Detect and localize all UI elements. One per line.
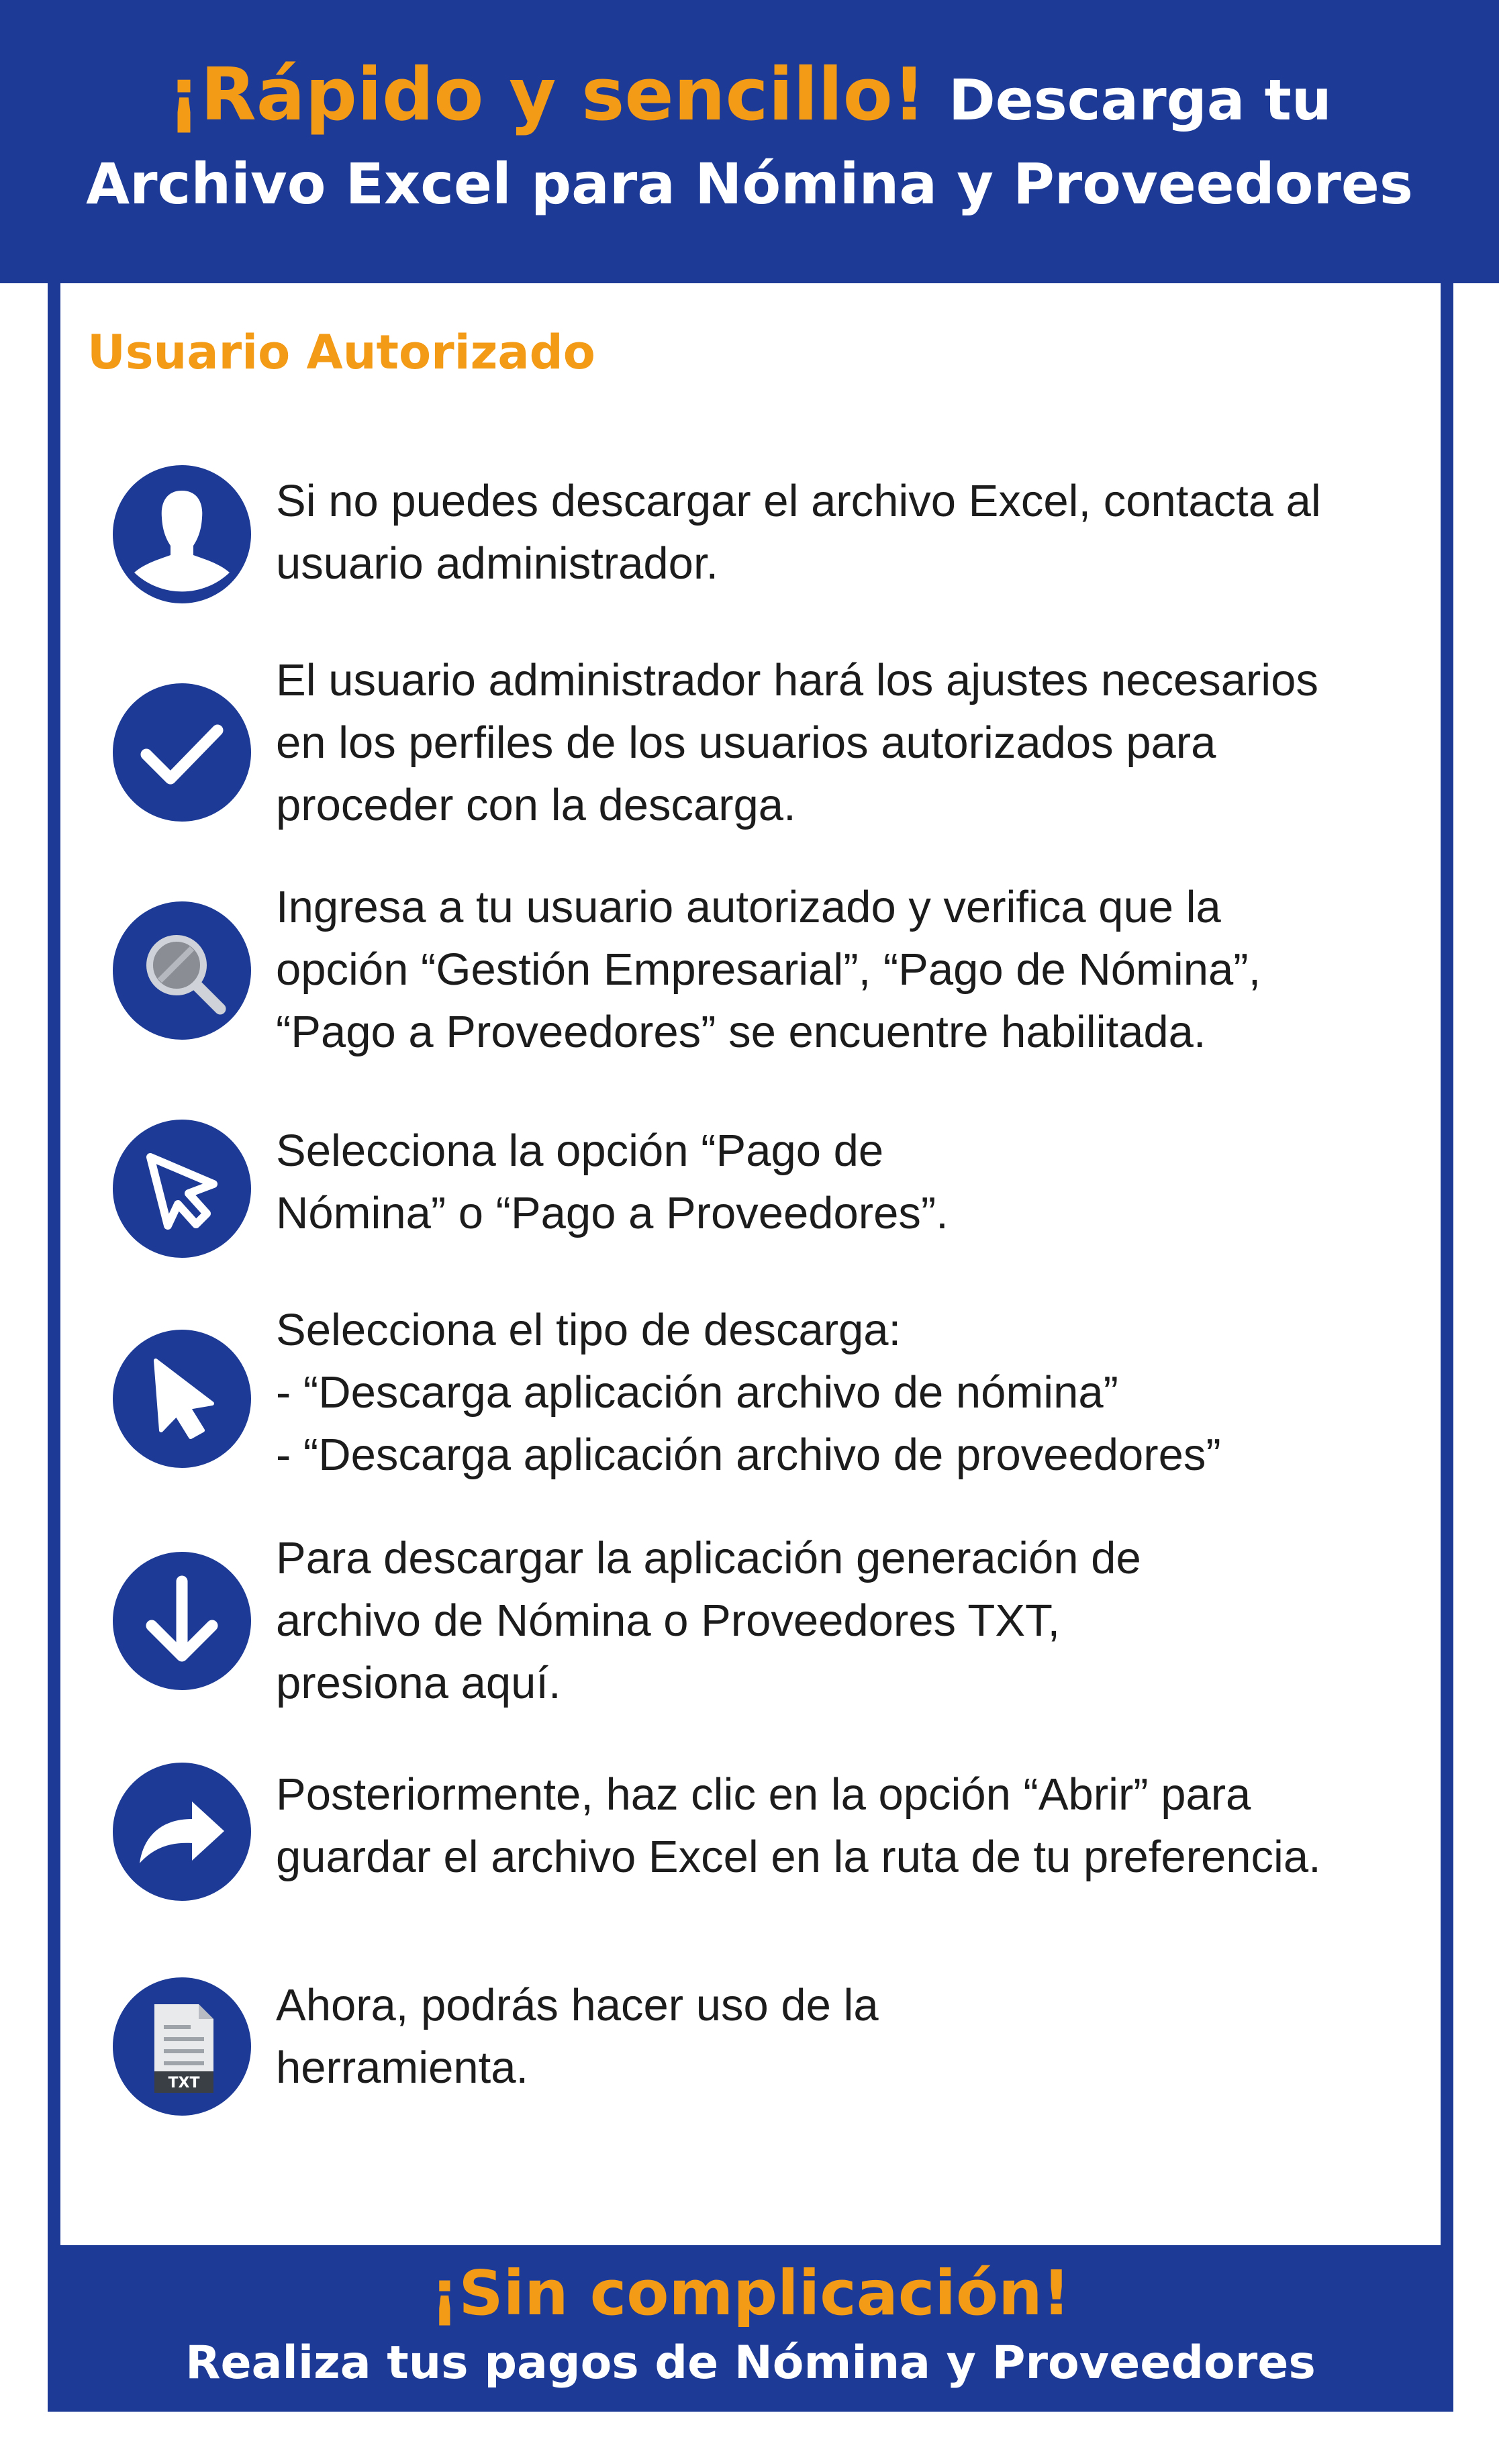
checkmark-icon <box>113 683 251 822</box>
step-1-text <box>276 470 1444 595</box>
header-title-text: Descarga tu <box>949 67 1332 133</box>
step-3-text <box>276 876 1444 1063</box>
step-2-line-3: proceder con la descarga. <box>276 780 796 830</box>
footer-subtitle: Realiza tus pagos de Nómina y Proveedores <box>185 2336 1316 2389</box>
cursor-filled-icon <box>113 1330 251 1468</box>
step-6-line-1: Para descargar la aplicación generación de <box>276 1533 1141 1583</box>
step-5-line-1: Selecciona el tipo de descarga: <box>276 1305 902 1355</box>
footer-banner <box>48 2245 1453 2412</box>
header-title-line-2: Archivo Excel para Nómina y Proveedores <box>86 151 1413 217</box>
step-8-line-2: herramienta. <box>276 2042 529 2093</box>
step-4-line-1: Selecciona la opción “Pago de <box>276 1126 884 1176</box>
user-silhouette-icon <box>113 465 251 603</box>
step-6-text <box>276 1527 1444 1714</box>
step-6-line-2: archivo de Nómina o Proveedores TXT, <box>276 1595 1061 1646</box>
step-4-text <box>276 1120 1444 1244</box>
step-5-line-3: - “Descarga aplicación archivo de proveedores” <box>276 1430 1221 1480</box>
step-7-text <box>276 1763 1444 1888</box>
cursor-outline-icon <box>113 1120 251 1258</box>
step-8-line-1: Ahora, podrás hacer uso de la <box>276 1980 879 2030</box>
step-8-text <box>276 1974 1444 2099</box>
header-accent-text: ¡Rápido y sencillo! <box>167 53 926 137</box>
txt-file-icon <box>113 1977 251 2116</box>
step-3-line-3: “Pago a Proveedores” se encuentre habilitada. <box>276 1007 1206 1057</box>
share-arrow-icon <box>113 1763 251 1901</box>
download-arrow-icon <box>113 1552 251 1690</box>
step-5-line-2: - “Descarga aplicación archivo de nómina” <box>276 1367 1118 1418</box>
header-banner <box>0 0 1499 283</box>
step-7-line-1: Posteriormente, haz clic en la opción “Abrir” para <box>276 1769 1251 1820</box>
step-3-line-1: Ingresa a tu usuario autorizado y verifica que la <box>276 882 1221 932</box>
header-title-line-1 <box>0 53 1499 137</box>
step-2-text <box>276 649 1444 836</box>
step-2-line-2: en los perfiles de los usuarios autorizados para <box>276 718 1216 768</box>
step-1-line-2: usuario administrador. <box>276 538 719 589</box>
step-6-line-3: presiona aquí. <box>276 1658 561 1708</box>
step-7-line-2: guardar el archivo Excel en la ruta de tu preferencia. <box>276 1832 1321 1882</box>
section-title: Usuario Autorizado <box>87 325 595 380</box>
footer-title: ¡Sin complicación! <box>430 2257 1071 2329</box>
step-1-line-1: Si no puedes descargar el archivo Excel, contacta al <box>276 476 1321 526</box>
magnifier-icon <box>113 901 251 1040</box>
step-5-text <box>276 1299 1444 1486</box>
step-3-line-2: opción “Gestión Empresarial”, “Pago de Nómina”, <box>276 944 1261 995</box>
step-4-line-2: Nómina” o “Pago a Proveedores”. <box>276 1188 949 1238</box>
step-2-line-1: El usuario administrador hará los ajustes necesarios <box>276 655 1318 705</box>
txt-file-label: TXT <box>168 2075 200 2091</box>
